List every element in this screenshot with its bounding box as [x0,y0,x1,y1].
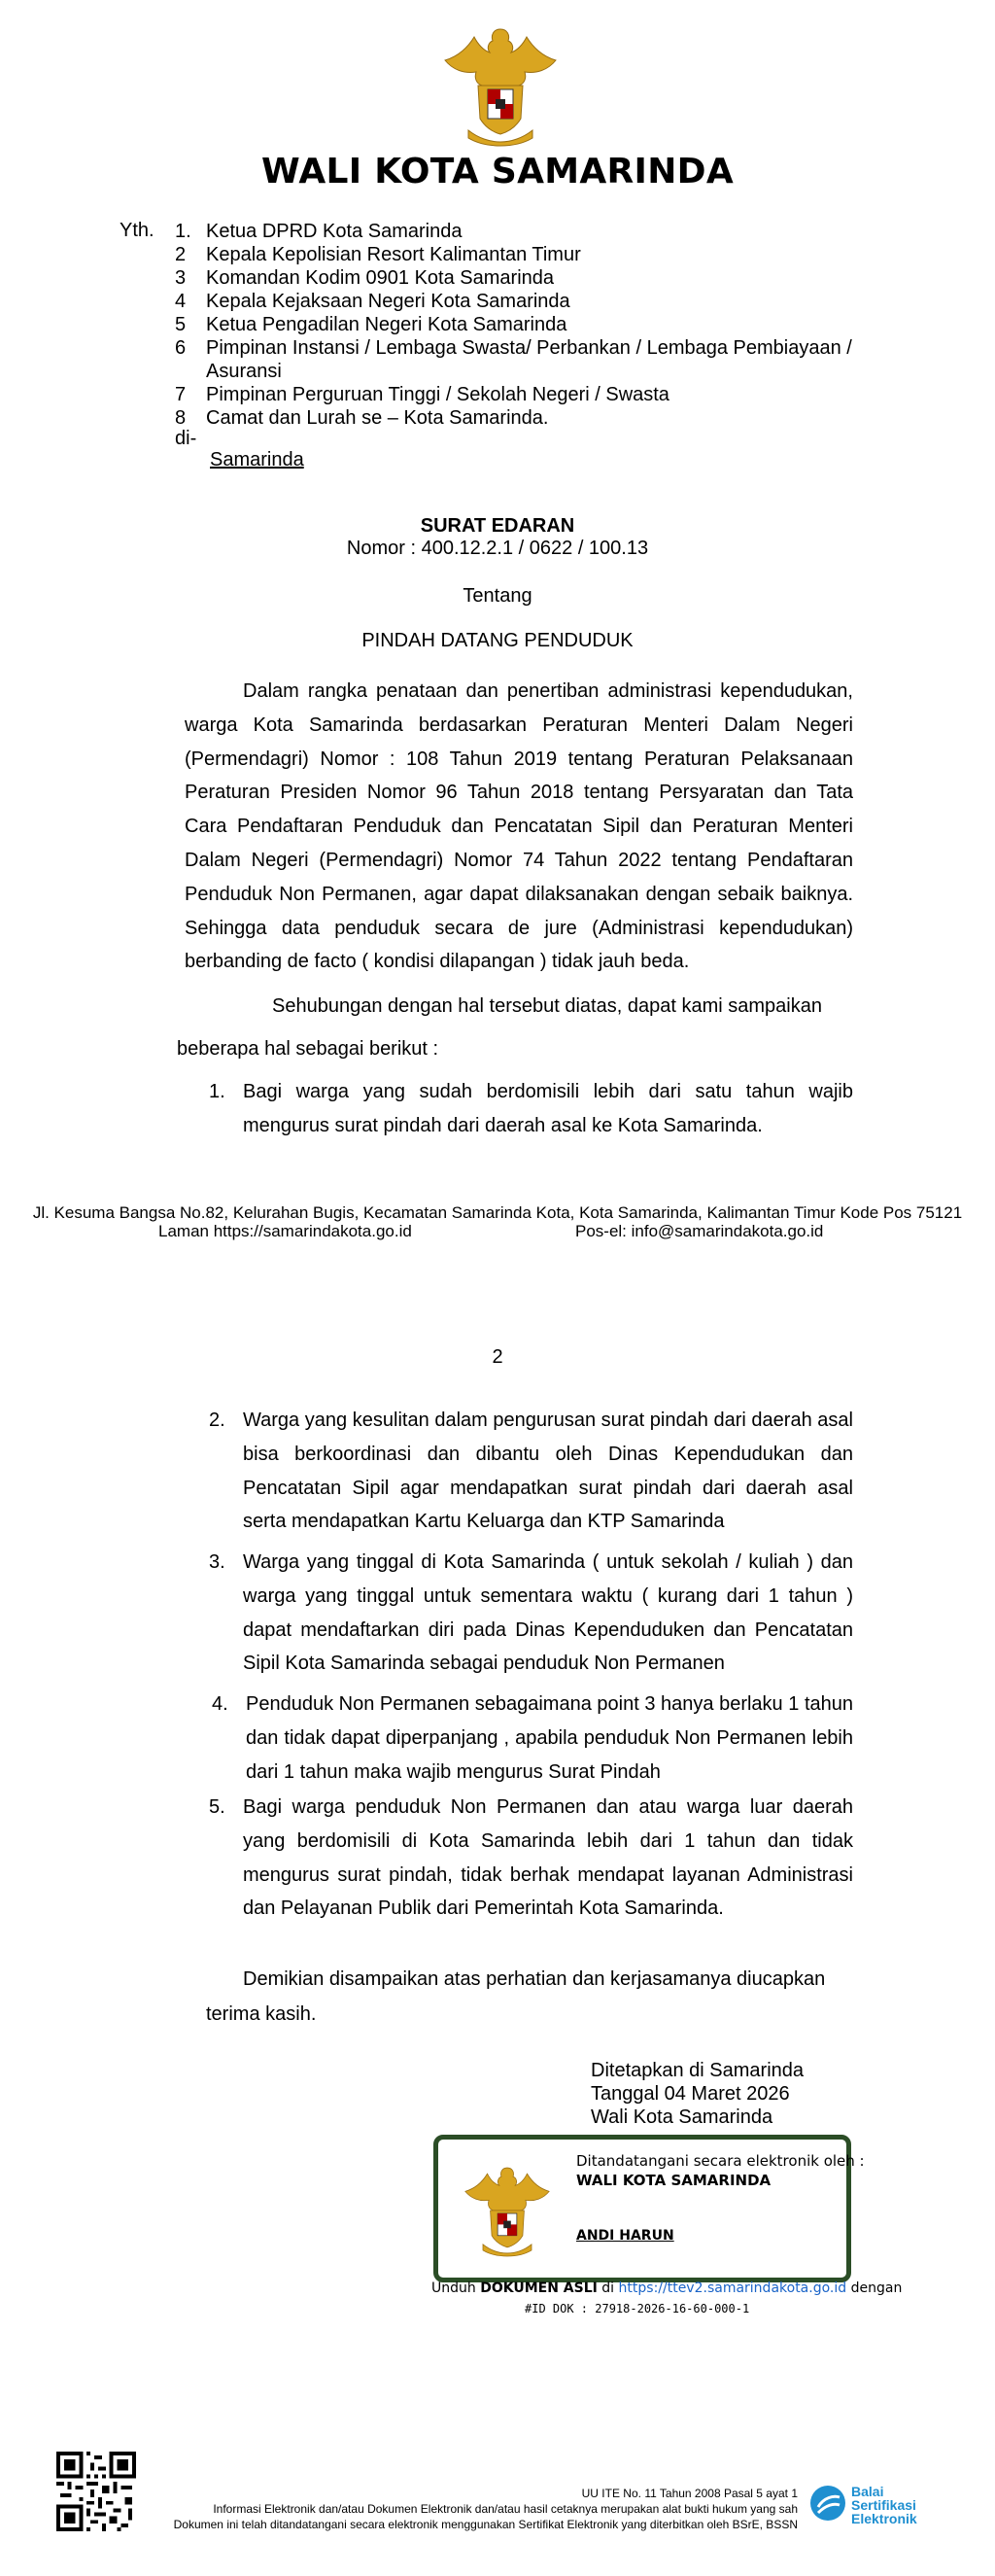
recipient-item: 1. Ketua DPRD Kota Samarinda [175,221,463,242]
letterhead-title: WALI KOTA SAMARINDA [260,152,735,191]
download-link[interactable]: https://ttev2.samarindakota.go.id [618,2280,847,2296]
list-item: 2. Warga yang kesulitan dalam pengurusan surat pindah dari daerah asal bisa berkoordinasi dan dibantu oleh Dinas Kependudukan dan Pencatatan Sipil agar mendapatkan surat pindah dari daerah asal serta mendapatkan Kartu Keluarga dan KTP Samarinda [209,1410,853,1533]
recipient-item: 3 Komandan Kodim 0901 Kota Samarinda [175,267,555,289]
letter-number: Nomor : 400.12.2.1 / 0622 / 100.13 [346,538,649,559]
about-label: Tentang [463,585,532,607]
signature-date: Tanggal 04 Maret 2026 [591,2083,790,2105]
addressee-di: di- [175,428,197,449]
download-note: Unduh DOKUMEN ASLI di https://ttev2.samarindakota.go.id dengan [431,2280,903,2296]
body-paragraph: Sehubungan dengan hal tersebut diatas, dapat kami sampaikan [272,995,822,1017]
recipient-item: 8 Camat dan Lurah se – Kota Samarinda. [175,407,549,429]
footer-email: Pos-el: info@samarindakota.go.id [575,1222,824,1240]
page-number: 2 [492,1346,503,1368]
list-item: 5. Bagi warga penduduk Non Permanen dan atau warga luar daerah yang berdomisili di Kota Samarinda lebih dari 1 tahun dan tidak mengurus surat pindah, tidak berhak mendapat layanan Administrasi dan Pelayanan Publik dari Pemerintah Kota Samarinda. [209,1796,853,1920]
recipient-item: 5 Ketua Pengadilan Negeri Kota Samarinda [175,314,567,335]
letter-type: SURAT EDARAN [420,515,575,537]
recipient-list [175,220,875,430]
list-item: 1. Bagi warga yang sudah berdomisili lebih dari satu tahun wajib mengurus surat pindah dari daerah asal ke Kota Samarinda. [209,1081,853,1136]
garuda-emblem [461,2162,554,2259]
recipient-item: 7 Pimpinan Perguruan Tinggi / Sekolah Negeri / Swasta [175,384,669,405]
footer-address: Jl. Kesuma Bangsa No.82, Kelurahan Bugis, Kecamatan Samarinda Kota, Kota Samarinda, Kalimantan Timur Kode Pos 75121 [32,1203,963,1222]
esign-label: Ditandatangani secara elektronik oleh : [576,2152,865,2170]
body-paragraph: Dalam rangka penataan dan penertiban administrasi kependudukan, warga Kota Samarinda berdasarkan Peraturan Menteri Dalam Negeri (Permendagri) Nomor : 108 Tahun 2019 tentang Peraturan Pelaksanaan Peraturan Presiden Nomor 96 Tahun 2018 tentang Persyaratan dan Tata Cara Pendaftaran Penduduk dan Pencatatan Sipil dan Peraturan Menteri Dalam Negeri (Permendagri) Nomor 74 Tahun 2022 tentang Pendaftaran Penduduk Non Permanen, agar dapat dilaksanakan dengan sebaik baiknya. Sehingga data penduduk secara de jure (Administrasi kependudukan) berbanding de facto ( kondisi dilapangan ) tidak jauh beda. [185,680,853,973]
addressee-place: Samarinda [210,449,304,470]
qr-code [56,2452,136,2531]
bsre-info-text: Informasi Elektronik dan/atau Dokumen Elektronik dan/atau hasil cetaknya merupakan alat bukti hukum yang sah [213,2502,798,2516]
recipient-item: 6 Pimpinan Instansi / Lembaga Swasta/ Perbankan / Lembaga Pembiayaan / Asuransi [175,337,852,382]
bsre-name: Balai Sertifikasi Elektronik [851,2484,917,2526]
signature-title: Wali Kota Samarinda [591,2106,773,2128]
letter-subject: PINDAH DATANG PENDUDUK [361,630,634,651]
list-item: 3. Warga yang tinggal di Kota Samarinda ( untuk sekolah / kuliah ) dan warga yang tinggal untuk sementara waktu ( kurang dari 1 tahun ) dapat mendaftarkan diri pada Dinas Kependuduken dan Pencatatan Sipil Kota Samarinda sebagai penduduk Non Permanen [209,1551,853,1675]
garuda-emblem [439,21,562,150]
document-id: #ID DOK : 27918-2026-16-60-000-1 [525,2302,750,2315]
recipient-item: 2 Kepala Kepolisian Resort Kalimantan Timur [175,244,581,265]
bsre-info-text: Dokumen ini telah ditandatangani secara elektronik menggunakan Sertifikat Elektronik yang diterbitkan oleh BSrE, BSSN [173,2518,798,2531]
bsre-logo-icon [808,2484,847,2523]
signature-place: Ditetapkan di Samarinda [591,2060,805,2081]
signature-block [591,2059,804,2129]
list-item: 4. Penduduk Non Permanen sebagaimana point 3 hanya berlaku 1 tahun dan tidak dapat diperpanjang , apabila penduduk Non Permanen lebih dari 1 tahun maka wajib mengurus Surat Pindah [212,1693,853,1783]
closing-text: terima kasih. [206,2003,317,2025]
recipient-item: 4 Kepala Kejaksaan Negeri Kota Samarinda [175,291,570,312]
esign-name: ANDI HARUN [576,2228,674,2244]
addressee-label: Yth. [120,220,154,241]
closing-text: Demikian disampaikan atas perhatian dan kerjasamanya diucapkan [243,1968,826,1990]
esign-office: WALI KOTA SAMARINDA [576,2172,772,2189]
body-paragraph: beberapa hal sebagai berikut : [177,1038,439,1060]
bsre-law-text: UU ITE No. 11 Tahun 2008 Pasal 5 ayat 1 [581,2487,798,2500]
footer-website: Laman https://samarindakota.go.id [158,1222,412,1240]
